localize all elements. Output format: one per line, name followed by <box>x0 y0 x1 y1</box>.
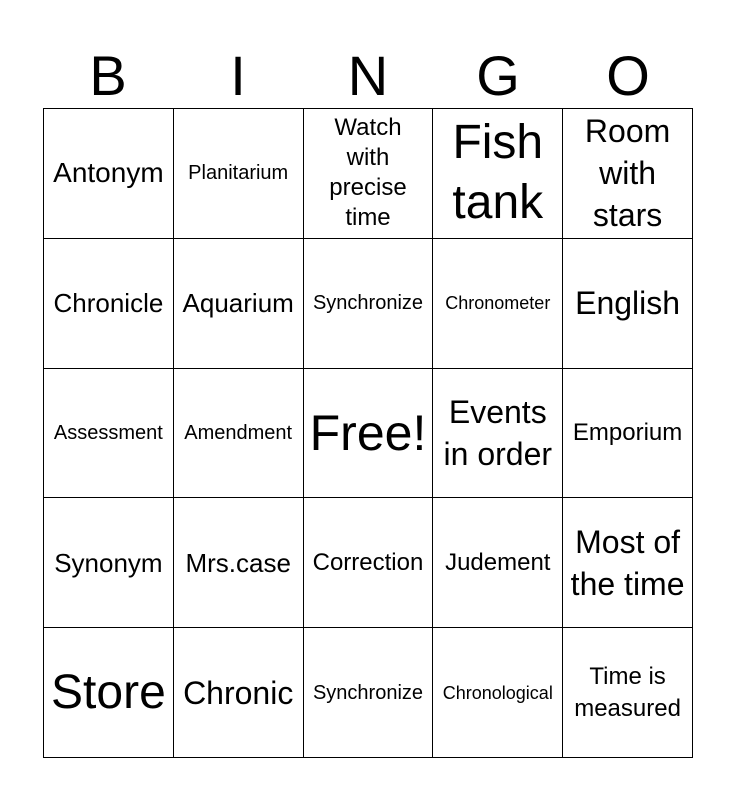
cell-label: Events in order <box>443 393 553 472</box>
bingo-cell[interactable] <box>433 109 563 239</box>
cell-label: Chronic <box>183 674 294 711</box>
cell-label: Chronicle <box>53 288 164 319</box>
cell-label: Antonym <box>53 157 164 189</box>
bingo-cell[interactable] <box>433 628 563 758</box>
bingo-cell[interactable] <box>174 239 304 369</box>
bingo-cell[interactable] <box>174 369 304 499</box>
bingo-board <box>43 108 693 758</box>
bingo-cell[interactable] <box>563 369 693 499</box>
cell-label: Synonym <box>54 547 163 578</box>
bingo-cell[interactable] <box>304 498 434 628</box>
cell-label: Most of the time <box>570 523 685 602</box>
header-letter-o: O <box>606 44 650 107</box>
free-space-cell[interactable] <box>304 369 434 499</box>
bingo-cell[interactable] <box>563 239 693 369</box>
cell-label: Assessment <box>53 421 163 444</box>
bingo-cell[interactable] <box>304 109 434 239</box>
bingo-cell[interactable] <box>433 239 563 369</box>
header-letter-g: G <box>476 44 520 107</box>
cell-label: Fish tank <box>452 116 544 230</box>
cell-label: Aquarium <box>182 288 294 319</box>
bingo-cell[interactable] <box>433 498 563 628</box>
bingo-cell[interactable] <box>174 628 304 758</box>
bingo-cell[interactable] <box>44 109 174 239</box>
bingo-cell[interactable] <box>304 628 434 758</box>
cell-label: Planitarium <box>188 162 289 185</box>
header-letter-n: N <box>347 44 389 107</box>
cell-label: Synchronize <box>312 681 424 704</box>
cell-label: Chronometer <box>445 293 551 314</box>
header-letter-b: B <box>89 44 127 107</box>
cell-label: Mrs.case <box>185 547 291 578</box>
cell-label: Room with stars <box>584 113 671 234</box>
cell-label: Watch with precise time <box>329 114 407 232</box>
cell-label: Judement <box>445 548 551 576</box>
cell-label: Correction <box>312 548 424 576</box>
bingo-cell[interactable] <box>563 109 693 239</box>
bingo-cell[interactable] <box>44 498 174 628</box>
bingo-cell[interactable] <box>44 369 174 499</box>
bingo-cell[interactable] <box>304 239 434 369</box>
cell-label: Chronological <box>442 682 553 703</box>
cell-label: Amendment <box>184 421 293 444</box>
cell-label: Time is measured <box>574 662 681 722</box>
cell-label: Store <box>51 665 166 719</box>
cell-label: Synchronize <box>312 292 424 315</box>
free-space-label: Free! <box>309 404 427 461</box>
cell-label: English <box>575 285 681 322</box>
bingo-cell[interactable] <box>563 628 693 758</box>
bingo-cell[interactable] <box>44 239 174 369</box>
header-letter-i: I <box>230 44 246 107</box>
bingo-cell[interactable] <box>563 498 693 628</box>
bingo-cell[interactable] <box>174 109 304 239</box>
bingo-cell[interactable] <box>44 628 174 758</box>
bingo-cell[interactable] <box>174 498 304 628</box>
bingo-header <box>43 44 693 108</box>
cell-label: Emporium <box>572 418 683 446</box>
bingo-cell[interactable] <box>433 369 563 499</box>
